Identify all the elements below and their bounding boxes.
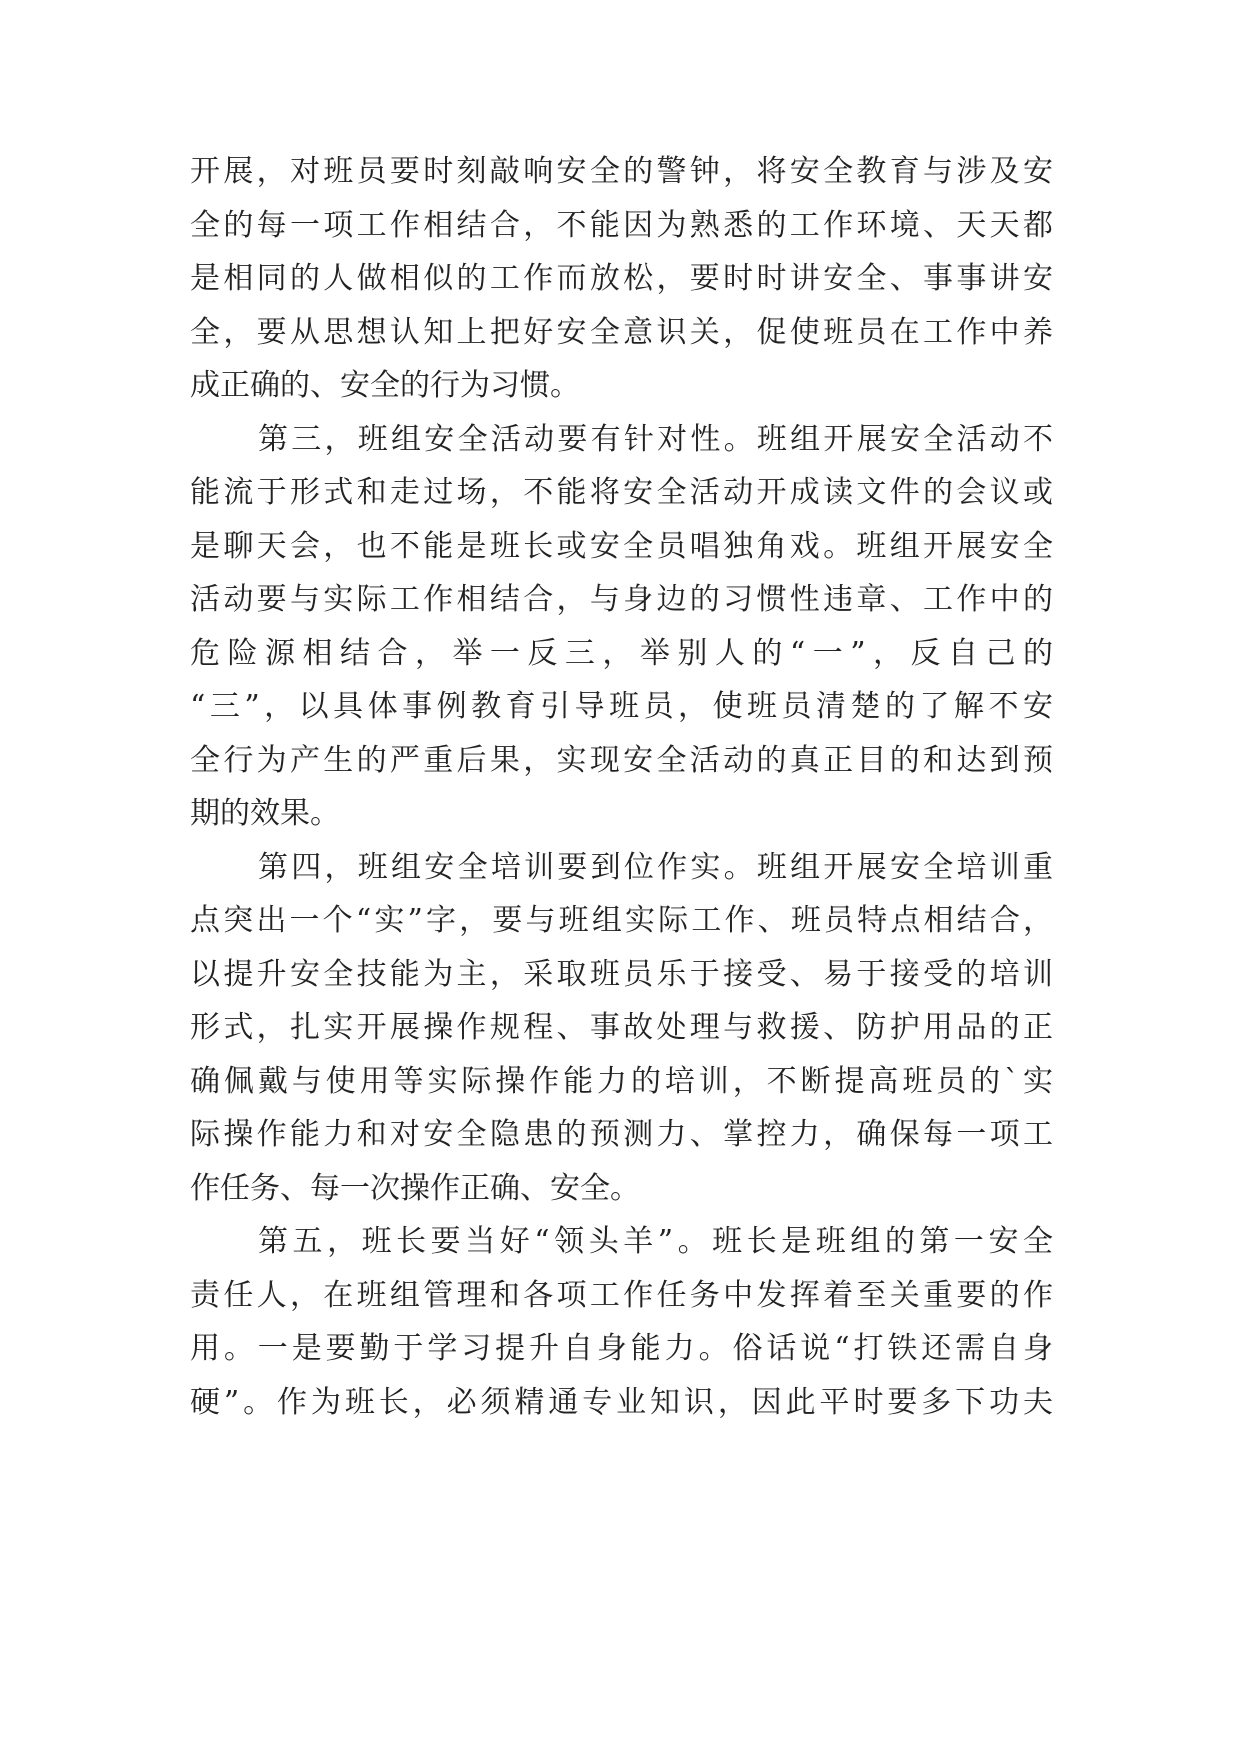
text-line: 活动要与实际工作相结合，与身边的习惯性违章、工作中的 bbox=[190, 582, 1053, 617]
text-line: 作任务、每一次操作正确、安全。 bbox=[190, 1170, 640, 1206]
text-line: 危险源相结合，举一反三，举别人的“一”，反自己的 bbox=[190, 635, 1053, 671]
text-line: 以提升安全技能为主，采取班员乐于接受、易于接受的培训 bbox=[190, 956, 1053, 992]
text-line: 全，要从思想认知上把好安全意识关，促使班员在工作中养 bbox=[190, 314, 1053, 350]
text-line: 能流于形式和走过场，不能将安全活动开成读文件的会议或 bbox=[190, 475, 1053, 510]
text-line: 开展，对班员要时刻敲响安全的警钟，将安全教育与涉及安 bbox=[190, 154, 1053, 189]
text-line: 是聊天会，也不能是班长或安全员唱独角戏。班组开展安全 bbox=[190, 528, 1053, 564]
text-line: 形式，扎实开展操作规程、事故处理与救援、防护用品的正 bbox=[190, 1010, 1053, 1045]
text-line: 全的每一项工作相结合，不能因为熟悉的工作环境、天天都 bbox=[190, 207, 1053, 243]
text-line: 第四，班组安全培训要到位作实。班组开展安全培训重 bbox=[258, 849, 1053, 885]
text-line: 用。一是要勤于学习提升自身能力。俗话说“打铁还需自身 bbox=[190, 1331, 1053, 1366]
text-line: 期的效果。 bbox=[190, 796, 340, 831]
text-line: 是相同的人做相似的工作而放松，要时时讲安全、事事讲安 bbox=[190, 261, 1053, 296]
text-line: 责任人，在班组管理和各项工作任务中发挥着至关重要的作 bbox=[190, 1277, 1053, 1313]
text-line: 第三，班组安全活动要有针对性。班组开展安全活动不 bbox=[258, 421, 1053, 457]
text-line: 确佩戴与使用等实际操作能力的培训，不断提高班员的`实 bbox=[190, 1063, 1053, 1099]
body-text bbox=[190, 145, 1053, 1429]
text-line: 点突出一个“实”字，要与班组实际工作、班员特点相结合， bbox=[190, 903, 1053, 938]
text-line: 硬”。作为班长，必须精通专业知识，因此平时要多下功夫 bbox=[190, 1384, 1053, 1420]
text-line: 际操作能力和对安全隐患的预测力、掌控力，确保每一项工 bbox=[190, 1117, 1053, 1152]
text-line: “三”，以具体事例教育引导班员，使班员清楚的了解不安 bbox=[190, 689, 1053, 724]
text-line: 成正确的、安全的行为习惯。 bbox=[190, 368, 580, 403]
text-line: 第五，班长要当好“领头羊”。班长是班组的第一安全 bbox=[258, 1224, 1053, 1259]
text-line: 全行为产生的严重后果，实现安全活动的真正目的和达到预 bbox=[190, 742, 1053, 778]
